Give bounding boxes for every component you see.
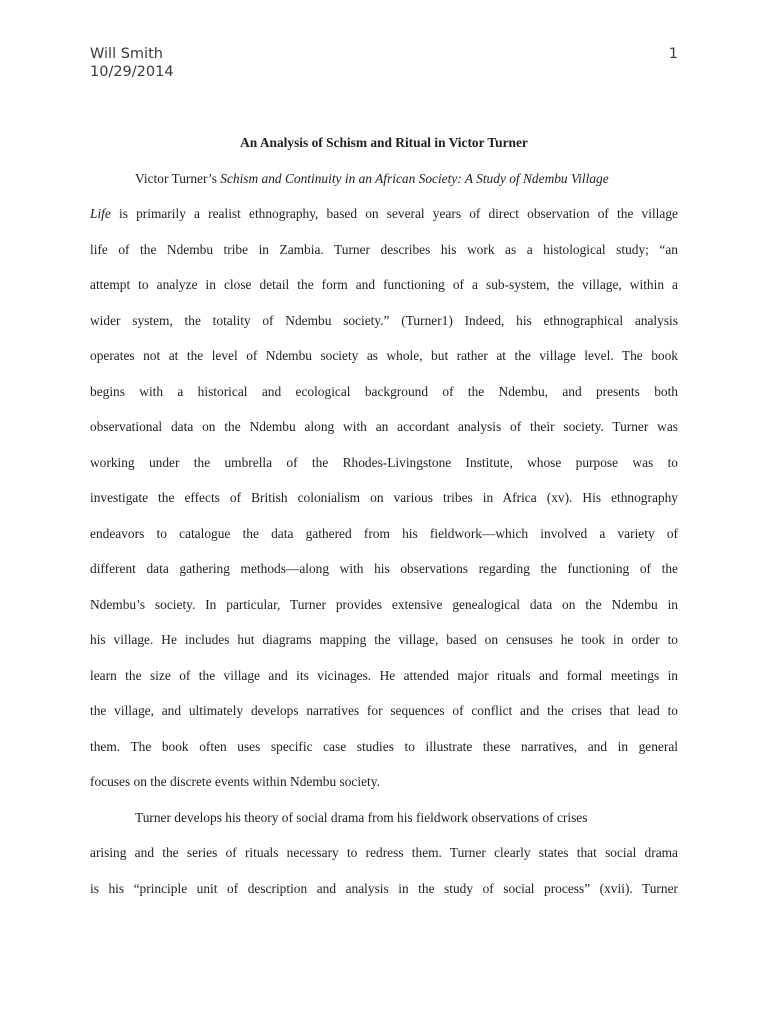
text-line: Victor Turner’s Schism and Continuity in an African Society: A Study of Ndembu Village: [135, 170, 609, 186]
text-line: arising and the series of rituals necessary to redress them. Turner clearly states that social drama: [90, 845, 678, 860]
document-date: 10/29/2014: [90, 64, 174, 80]
book-title-italic: Life: [90, 206, 111, 221]
text-line: them. The book often uses specific case studies to illustrate these narratives, and in general: [90, 738, 678, 754]
text-line: Ndembu’s society. In particular, Turner provides extensive genealogical data on the Ndembu in: [90, 596, 678, 612]
text-line: attempt to analyze in close detail the form and functioning of a sub-system, the village, within a: [90, 277, 678, 292]
paragraph-2: [90, 800, 678, 907]
text-line: working under the umbrella of the Rhodes-Livingstone Institute, whose purpose was to: [90, 454, 678, 470]
text-line: learn the size of the village and its vicinages. He attended major rituals and formal meetings in: [90, 667, 678, 683]
text-line: investigate the effects of British colonialism on various tribes in Africa (xv). His ethnography: [90, 490, 678, 505]
text-line: observational data on the Ndembu along with an accordant analysis of their society. Turner was: [90, 419, 678, 434]
page-header: [90, 45, 174, 81]
text-line: the village, and ultimately develops narratives for sequences of conflict and the crises that lead to: [90, 703, 678, 718]
paragraph-1: [90, 161, 678, 800]
document-title: An Analysis of Schism and Ritual in Victor Turner: [240, 135, 528, 150]
text-line: life of the Ndembu tribe in Zambia. Turner describes his work as a histological study; “an: [90, 241, 678, 257]
page-number: 1: [668, 46, 678, 62]
text-line: wider system, the totality of Ndembu society.” (Turner1) Indeed, his ethnographical analysis: [90, 312, 678, 328]
document-body: [90, 125, 678, 906]
author-name: Will Smith: [90, 46, 163, 62]
text-line: his village. He includes hut diagrams mapping the village, based on censuses he took in order to: [90, 632, 678, 647]
text-line: is his “principle unit of description and analysis in the study of social process” (xvii). Turner: [90, 880, 678, 896]
text-line: begins with a historical and ecological background of the Ndembu, and presents both: [90, 383, 678, 399]
text-line: focuses on the discrete events within Ndembu society.: [90, 774, 380, 789]
text-line: Life is primarily a realist ethnography, based on several years of direct observation of the village: [90, 206, 678, 221]
text-line: endeavors to catalogue the data gathered from his fieldwork—which involved a variety of: [90, 525, 678, 541]
text-line: different data gathering methods—along with his observations regarding the functioning of the: [90, 561, 678, 576]
text-line: operates not at the level of Ndembu society as whole, but rather at the village level. The book: [90, 348, 678, 363]
book-title-italic: Schism and Continuity in an African Society: A Study of Ndembu Village: [220, 170, 609, 186]
text-line: Turner develops his theory of social drama from his fieldwork observations of crises: [135, 809, 588, 825]
